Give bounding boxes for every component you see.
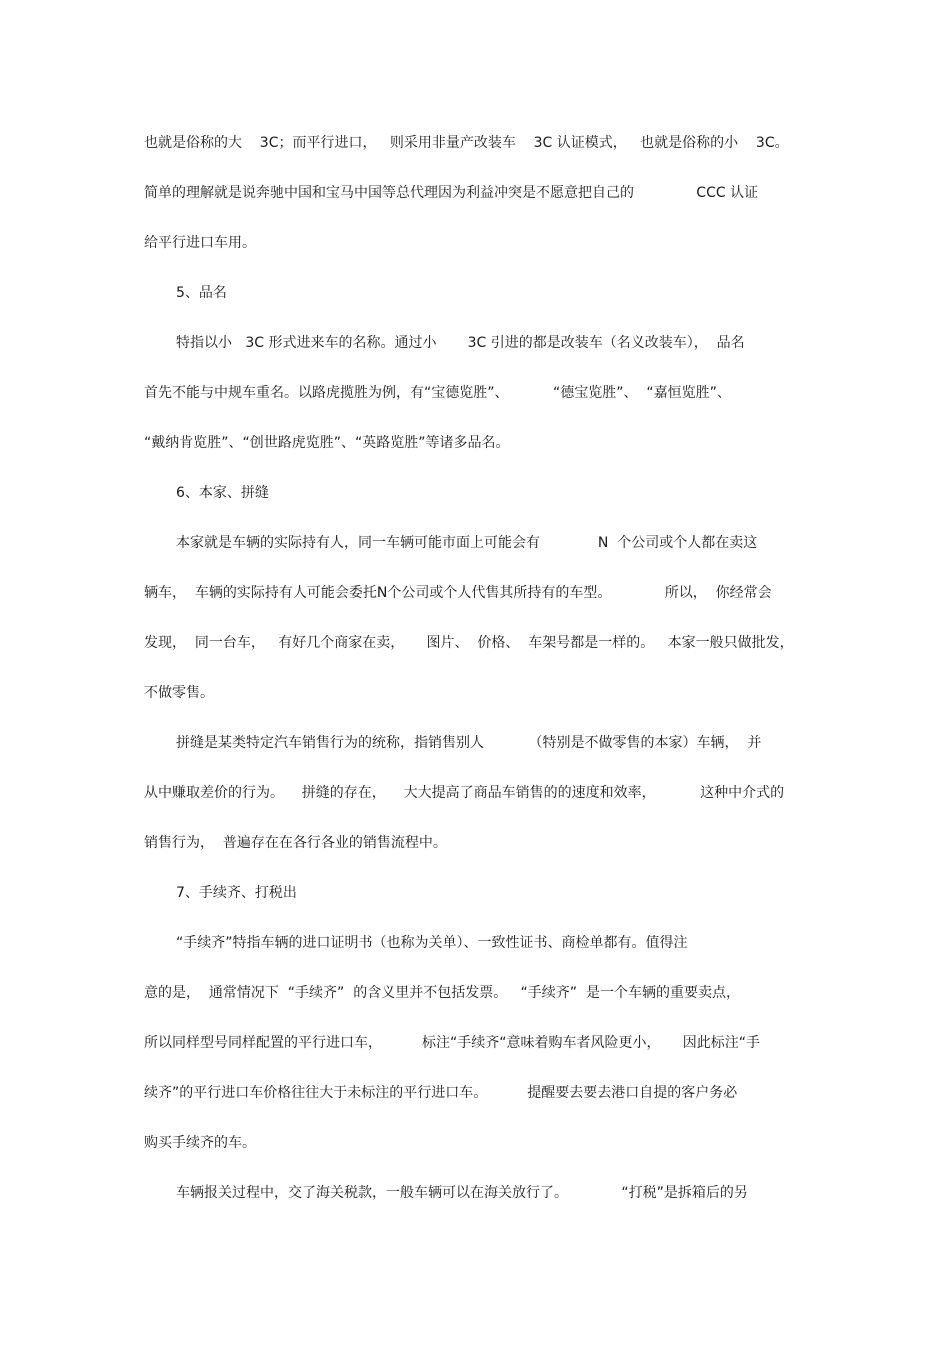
text-line: 拼缝是某类特定汽车销售行为的统称，指销售别人 （特别是不做零售的本家）车辆， 并 — [176, 735, 762, 751]
text-line: 购买手续齐的车。 — [144, 1135, 256, 1151]
text-line: “手续齐”特指车辆的进口证明书（也称为关单）、一致性证书、商检单都有。值得注 — [176, 935, 688, 951]
text-line: 车辆报关过程中，交了海关税款，一般车辆可以在海关放行了。 “打税”是拆箱后的另 — [176, 1185, 748, 1201]
text-line: 所以同样型号同样配置的平行进口车， 标注“手续齐“意味着购车者风险更小， 因此标注“手 — [144, 1035, 761, 1051]
text-line: 意的是， 通常情况下 “手续齐” 的含义里并不包括发票。 “手续齐” 是一个车辆的重要卖点， — [144, 985, 740, 1001]
section-heading: 7、手续齐、打税出 — [176, 885, 297, 901]
text-line: 本家就是车辆的实际持有人，同一车辆可能市面上可能会有 N 个公司或个人都在卖这 — [176, 535, 758, 551]
text-line: 给平行进口车用。 — [144, 235, 256, 251]
text-line: 辆车， 车辆的实际持有人可能会委托N个公司或个人代售其所持有的车型。 所以， 你经常会 — [144, 585, 772, 601]
text-line: 也就是俗称的大 3C；而平行进口， 则采用非量产改装车 3C 认证模式， 也就是俗称的小 3C。 — [144, 135, 789, 151]
section-heading: 5、品名 — [176, 285, 227, 301]
text-line: “戴纳肯览胜”、“创世路虎览胜”、“英路览胜”等诸多品名。 — [144, 435, 510, 451]
text-line: 简单的理解就是说奔驰中国和宝马中国等总代理因为利益冲突是不愿意把自己的 CCC 认证 — [144, 185, 759, 201]
text-line: 不做零售。 — [144, 685, 214, 701]
text-line: 发现， 同一台车， 有好几个商家在卖， 图片、 价格、 车架号都是一样的。 本家一般只做批发， — [144, 635, 794, 651]
text-line: 销售行为， 普遍存在在各行各业的销售流程中。 — [144, 835, 447, 851]
text-line: 首先不能与中规车重名。以路虎揽胜为例，有“宝德览胜”、 “德宝览胜”、 “嘉恒览胜”、 — [144, 385, 731, 401]
section-heading: 6、本家、拼缝 — [176, 485, 269, 501]
text-line: 续齐”的平行进口车价格往往大于未标注的平行进口车。 提醒要去要去港口自提的客户务必 — [144, 1085, 738, 1101]
text-line: 特指以小 3C 形式进来车的名称。通过小 3C 引进的都是改装车（名义改装车）， 品名 — [176, 335, 745, 351]
text-line: 从中赚取差价的行为。 拼缝的存在， 大大提高了商品车销售的的速度和效率， 这种中介式的 — [144, 785, 785, 801]
